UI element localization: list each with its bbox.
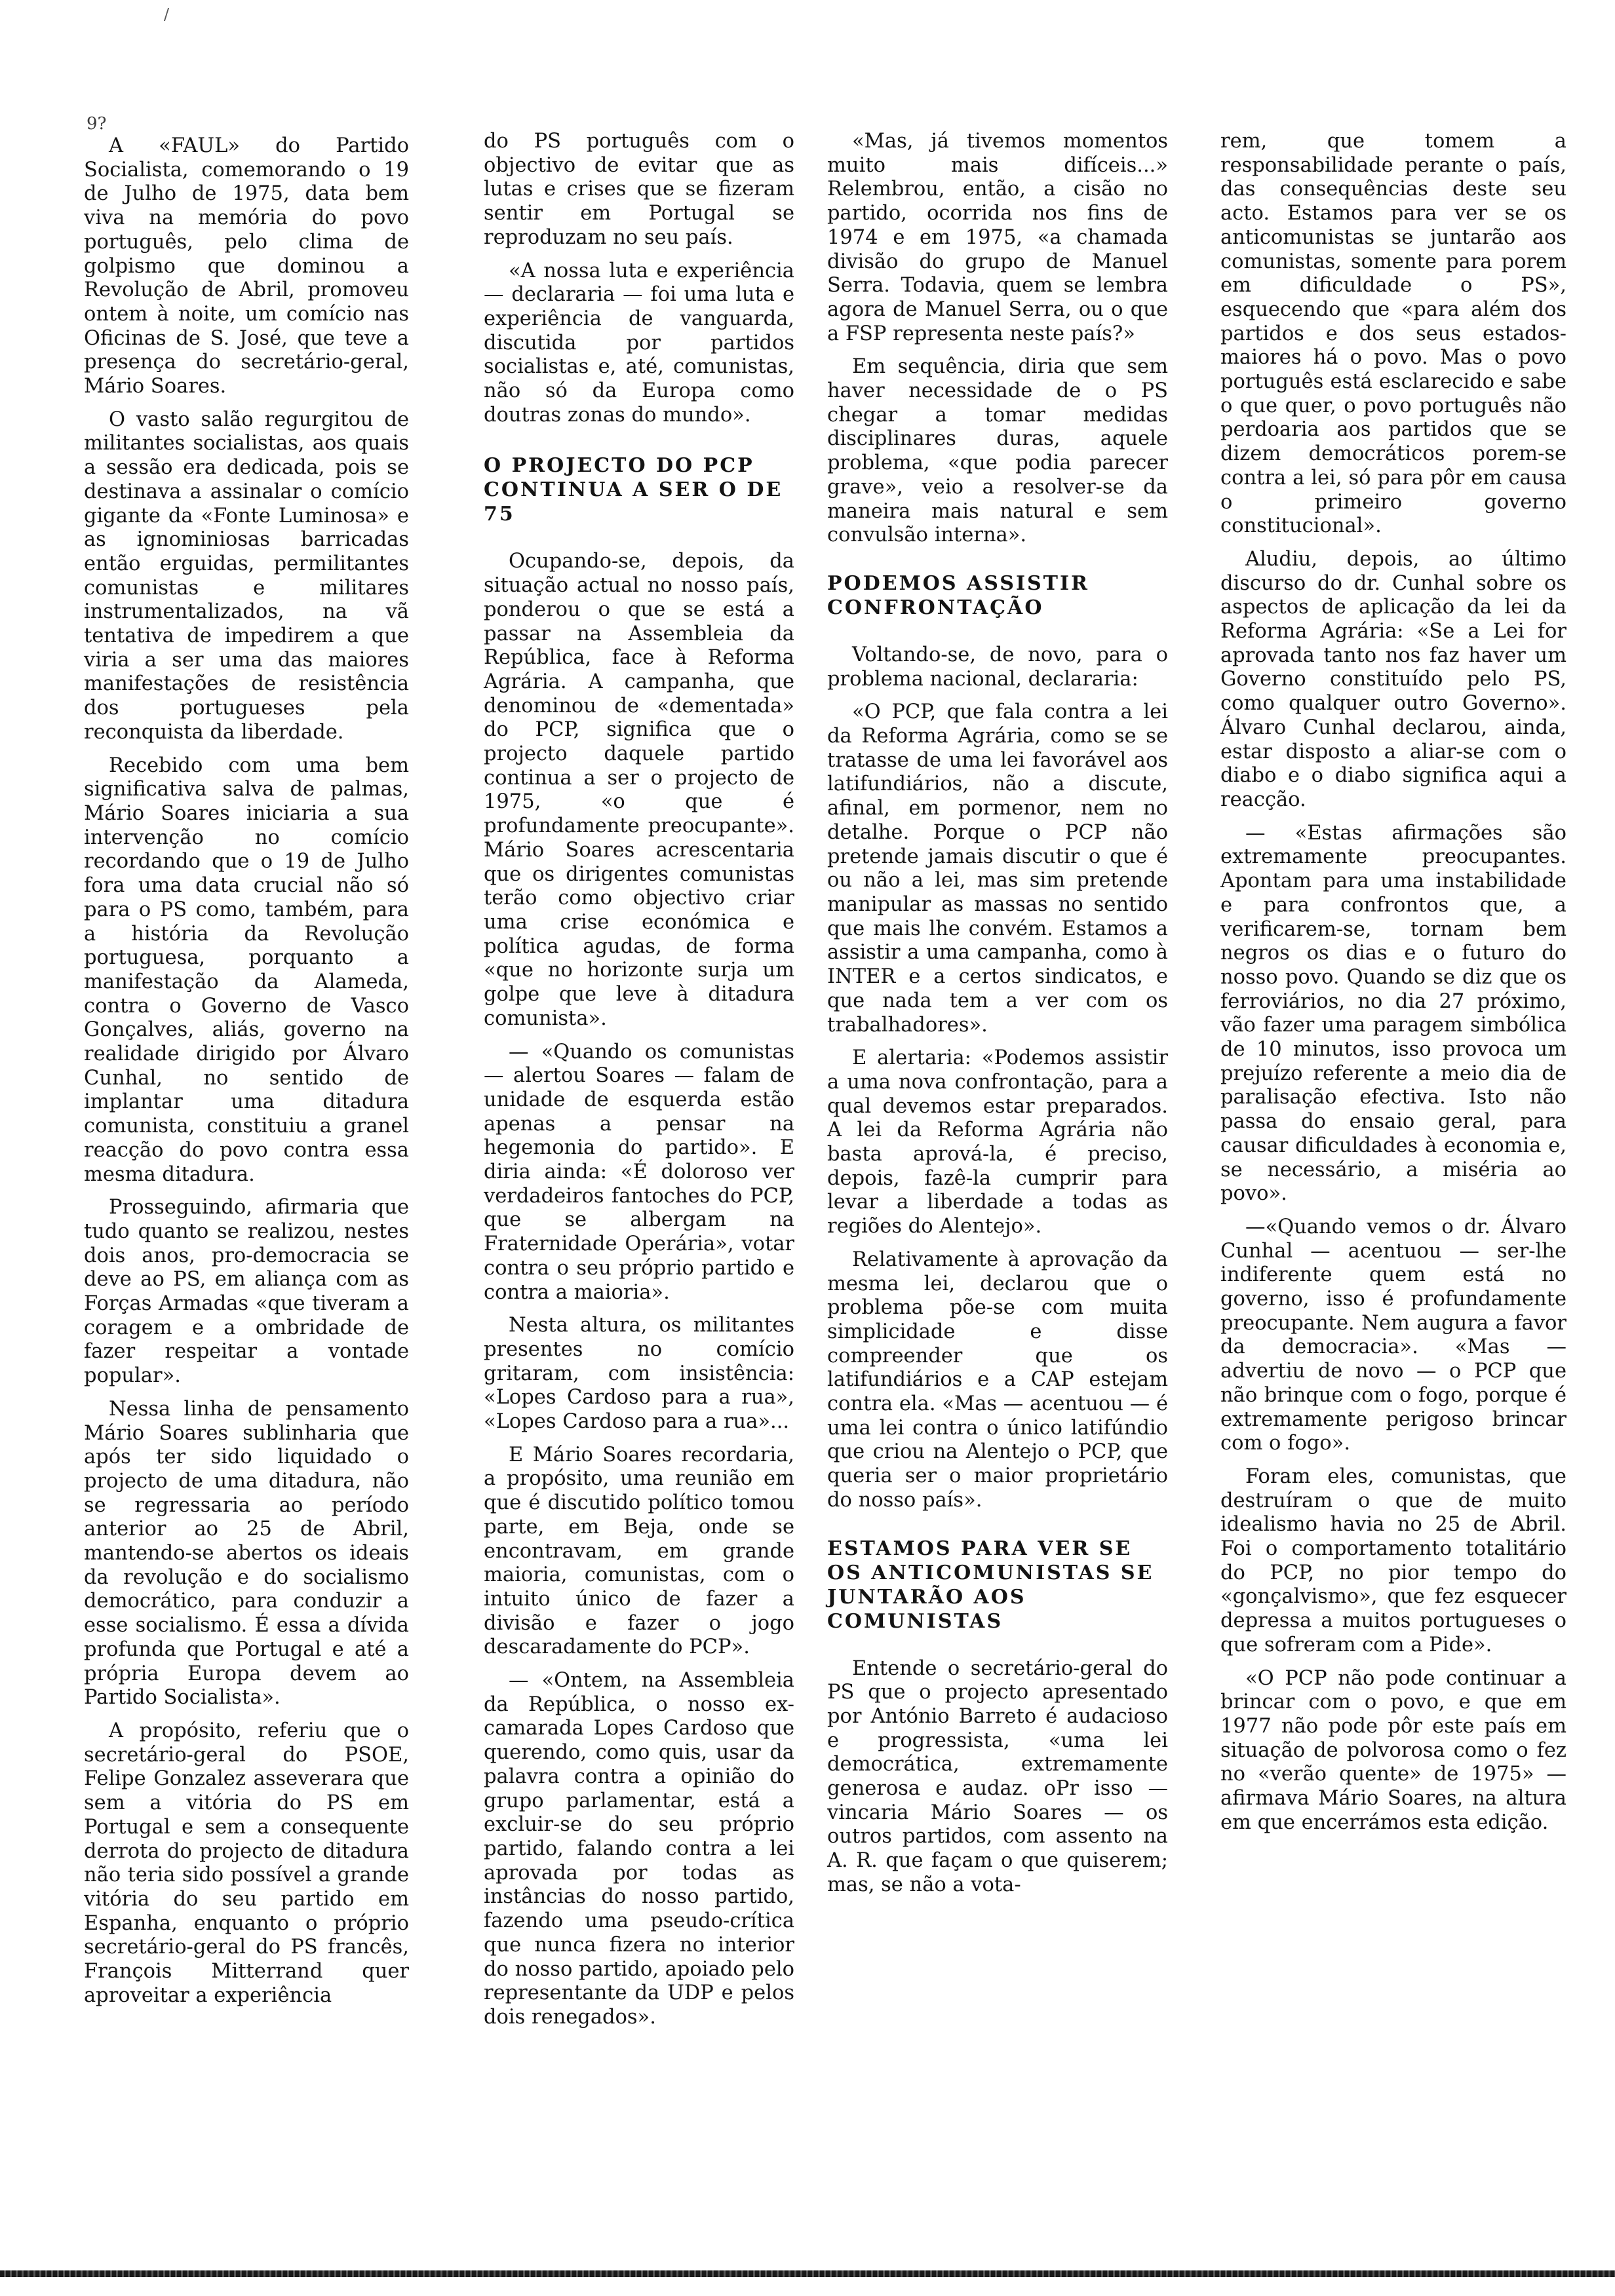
article-paragraph: «Mas, já tivemos momentos muito mais difíceis...» Relembrou, então, a cisão no partido, ocorrida nos fins de 1974 e em 1975, «a chamada divisão do grupo de Manuel Serra. Todavia, quem se lembra agora de Manuel Serra, ou o que a FSP representa neste país?» — [827, 130, 1168, 345]
article-paragraph: A propósito, referiu que o secretário-geral do PSOE, Felipe Gonzalez asseverara que sem a vitória do PS em Portugal e sem a consequente derrota do projecto de ditadura não teria sido possível a grande vitória do seu partido em Espanha, enquanto o próprio secretário-geral do PS francês, François Mitterrand quer aproveitar a experiência — [84, 1719, 409, 2007]
article-paragraph: O vasto salão regurgitou de militantes socialistas, aos quais a sessão era dedicada, pois se destinava a assinalar o comício gigante da «Fonte Luminosa» e as ignominiosas barricadas então erguidas, permilitantes comunistas e militares instrumentalizados, na vã tentativa de impedirem a que viria a ser uma das maiores manifestações de resistência dos portugueses pela reconquista da liberdade. — [84, 408, 409, 744]
article-paragraph: Relativamente à aprovação da mesma lei, declarou que o problema põe-se com muita simplicidade e disse compreender que os latifundiários e a CAP estejam contra ela. «Mas — acentuou — é uma lei contra o único latifúndio que criou na Alentejo o PCP, que queria ser o maior proprietário do nosso país». — [827, 1248, 1168, 1512]
article-paragraph: Em sequência, diria que sem haver necessidade de o PS chegar a tomar medidas disciplinares duras, aquele problema, «que podia parecer grave», veio a resolver-se da maneira mais natural e sem convulsão interna». — [827, 355, 1168, 547]
margin-tick: / — [164, 5, 170, 24]
page-marker: 9? — [87, 114, 107, 134]
article-paragraph: Prosseguindo, afirmaria que tudo quanto se realizou, nestes dois anos, pro-democracia se deve ao PS, em aliança com as Forças Armadas «que tiveram a coragem e a ombridade de fazer respeitar a vontade popular». — [84, 1196, 409, 1388]
article-paragraph: —«Quando vemos o dr. Álvaro Cunhal — acentuou — ser-lhe indiferente quem está no governo, isso é profundamente preocupante. Nem augura a favor da democracia». «Mas — advertiu de novo — o PCP que não brinque com o fogo, porque é extremamente perigoso brincar com o fogo». — [1220, 1215, 1566, 1455]
section-heading: ESTAMOS PARA VER SE OS ANTICOMUNISTAS SE JUNTARÃO AOS COMUNISTAS — [827, 1537, 1154, 1633]
bottom-print-rule — [0, 2270, 1615, 2277]
article-column-3 — [827, 130, 1168, 1907]
article-paragraph: rem, que tomem a responsabilidade perante o país, das consequências deste seu acto. Estamos para ver se os anticomunistas se juntarão aos comunistas, somente para porem em dificuldade o PS», esquecendo que «para além dos partidos e dos seus estados-maiores há o povo. Mas o povo português está esclarecido e sabe o que quer, o povo português não perdoaria aos partidos que se dizem democráticos porem-se contra a lei, só para pôr em causa o primeiro governo constitucional». — [1220, 130, 1566, 538]
article-paragraph: Ocupando-se, depois, da situação actual no nosso país, ponderou o que se está a passar na Assembleia da República, face à Reforma Agrária. A campanha, que denominou de «dementada» do PCP, significa que o projecto daquele partido continua a ser o projecto de 1975, «o que é profundamente preocupante». Mário Soares acrescentaria que os dirigentes comunistas terão como objectivo criar uma crise económica e política agudas, de forma «que no horizonte surja um golpe que leve à ditadura comunista». — [484, 550, 794, 1030]
article-paragraph: «O PCP não pode continuar a brincar com o povo, e que em 1977 não pode pôr este país em situação de polvorosa como o fez no «verão quente» de 1975» — afirmava Mário Soares, na altura em que encerrámos esta edição. — [1220, 1666, 1566, 1834]
article-paragraph: Nesta altura, os militantes presentes no comício gritaram, com insistência: «Lopes Cardoso para a rua», «Lopes Cardoso para a rua»... — [484, 1314, 794, 1434]
article-paragraph: «A nossa luta e experiência — declararia — foi uma luta e experiência de vanguarda, discutida por partidos socialistas e, até, comunistas, não só da Europa como doutras zonas do mundo». — [484, 259, 794, 427]
article-paragraph: Foram eles, comunistas, que destruíram o que de muito idealismo havia no 25 de Abril. Foi o comportamento totalitário do PCP, no pior tempo do «gonçalvismo», que fez esquecer depressa a muitos portugueses o que sofreram com a Pide». — [1220, 1464, 1566, 1656]
article-paragraph: Voltando-se, de novo, para o problema nacional, declararia: — [827, 643, 1168, 691]
article-paragraph: do PS português com o objectivo de evitar que as lutas e crises que se fizeram sentir em Portugal se reproduzam no seu país. — [484, 130, 794, 249]
article-column-1 — [84, 134, 409, 2017]
article-paragraph: — «Quando os comunistas — alertou Soares — falam de unidade de esquerda estão apenas a pensar na hegemonia do partido». E diria ainda: «É doloroso ver verdadeiros fantoches do PCP, que se albergam na Fraternidade Operária», votar contra o seu próprio partido e contra a maioria». — [484, 1040, 794, 1304]
article-paragraph: Aludiu, depois, ao último discurso do dr. Cunhal sobre os aspectos de aplicação da lei da Reforma Agrária: «Se a Lei for aprovada tanto nos faz haver um Governo constituído pelo PS, como qualquer outro Governo». Álvaro Cunhal declarou, ainda, estar disposto a aliar-se com o diabo e o diabo significa aqui a reacção. — [1220, 547, 1566, 811]
article-column-4 — [1220, 130, 1566, 1845]
section-heading: PODEMOS ASSISTIR CONFRONTAÇÃO — [827, 571, 1089, 619]
article-paragraph: Nessa linha de pensamento Mário Soares sublinharia que após ter sido liquidado o projecto de uma ditadura, não se regressaria ao período anterior ao 25 de Abril, mantendo-se abertos os ideais da revolução e do socialismo democrático, para conduzir a esse socialismo. É essa a dívida profunda que Portugal e até a própria Europa devem ao Partido Socialista». — [84, 1397, 409, 1710]
article-paragraph: E alertaria: «Podemos assistir a uma nova confrontação, para a qual devemos estar preparados. A lei da Reforma Agrária não basta aprová-la, é preciso, depois, fazê-la cumprir para levar a liberdade a todas as regiões do Alentejo». — [827, 1046, 1168, 1238]
article-paragraph: E Mário Soares recordaria, a propósito, uma reunião em que é discutido político tomou parte, em Beja, onde se encontravam, em grande maioria, comunistas, com o intuito único de fazer a divisão e fazer o jogo descaradamente do PCP». — [484, 1443, 794, 1659]
article-paragraph: Recebido com uma bem significativa salva de palmas, Mário Soares iniciaria a sua intervenção no comício recordando que o 19 de Julho fora uma data crucial não só para o PS como, também, para a história da Revolução portuguesa, porquanto a manifestação da Alameda, contra o Governo de Vasco Gonçalves, aliás, governo na realidade dirigido por Álvaro Cunhal, no sentido de implantar uma ditadura comunista, constituiu a granel reacção do povo contra essa mesma ditadura. — [84, 754, 409, 1186]
article-paragraph: — «Ontem, na Assembleia da República, o nosso ex-camarada Lopes Cardoso que querendo, como quis, usar da palavra contra a opinião do grupo parlamentar, está a excluir-se do seu próprio partido, falando contra a lei aprovada por todas as instâncias do nosso partido, fazendo uma pseudo-crítica que nunca fizera no interior do nosso partido, apoiado pelo representante da UDP e pelos dois renegados». — [484, 1669, 794, 2029]
section-heading: O PROJECTO DO PCP CONTINUA A SER O DE 75 — [484, 454, 783, 526]
article-paragraph: — «Estas afirmações são extremamente preocupantes. Apontam para uma instabilidade e para confrontos que, a verificarem-se, tornam bem negros os dias e o futuro do nosso povo. Quando se diz que os ferroviários, no dia 27 próximo, vão fazer uma paragem simbólica de 10 minutos, isso provoca um prejuízo referente a meio dia de paralisação efectiva. Isto não passa do ensaio geral, para causar dificuldades à economia e, se necessário, a miséria ao povo». — [1220, 821, 1566, 1206]
article-paragraph: «O PCP, que fala contra a lei da Reforma Agrária, como se se tratasse de uma lei favorável aos latifundiários, não a discute, afinal, em pormenor, nem no detalhe. Porque o PCP não pretende jamais discutir o que é ou não a lei, mas sim pretende manipular as massas no sentido que mais lhe convém. Estamos a assistir a uma campanha, como à INTER e a certos sindicatos, e que nada tem a ver com os trabalhadores». — [827, 700, 1168, 1037]
article-paragraph: A «FAUL» do Partido Socialista, comemorando o 19 de Julho de 1975, data bem viva na memória do povo português, pelo clima de golpismo que dominou a Revolução de Abril, promoveu ontem à noite, um comício nas Oficinas de S. José, que teve a presença do secretário-geral, Mário Soares. — [84, 134, 409, 398]
article-column-2 — [484, 130, 794, 2039]
article-paragraph: Entende o secretário-geral do PS que o projecto apresentado por António Barreto é audacioso e progressista, «uma lei democrática, extremamente generosa e audaz. oPr isso — vincaria Mário Soares — os outros partidos, com assento na A. R. que façam o que quiserem; mas, se não a vota- — [827, 1656, 1168, 1896]
